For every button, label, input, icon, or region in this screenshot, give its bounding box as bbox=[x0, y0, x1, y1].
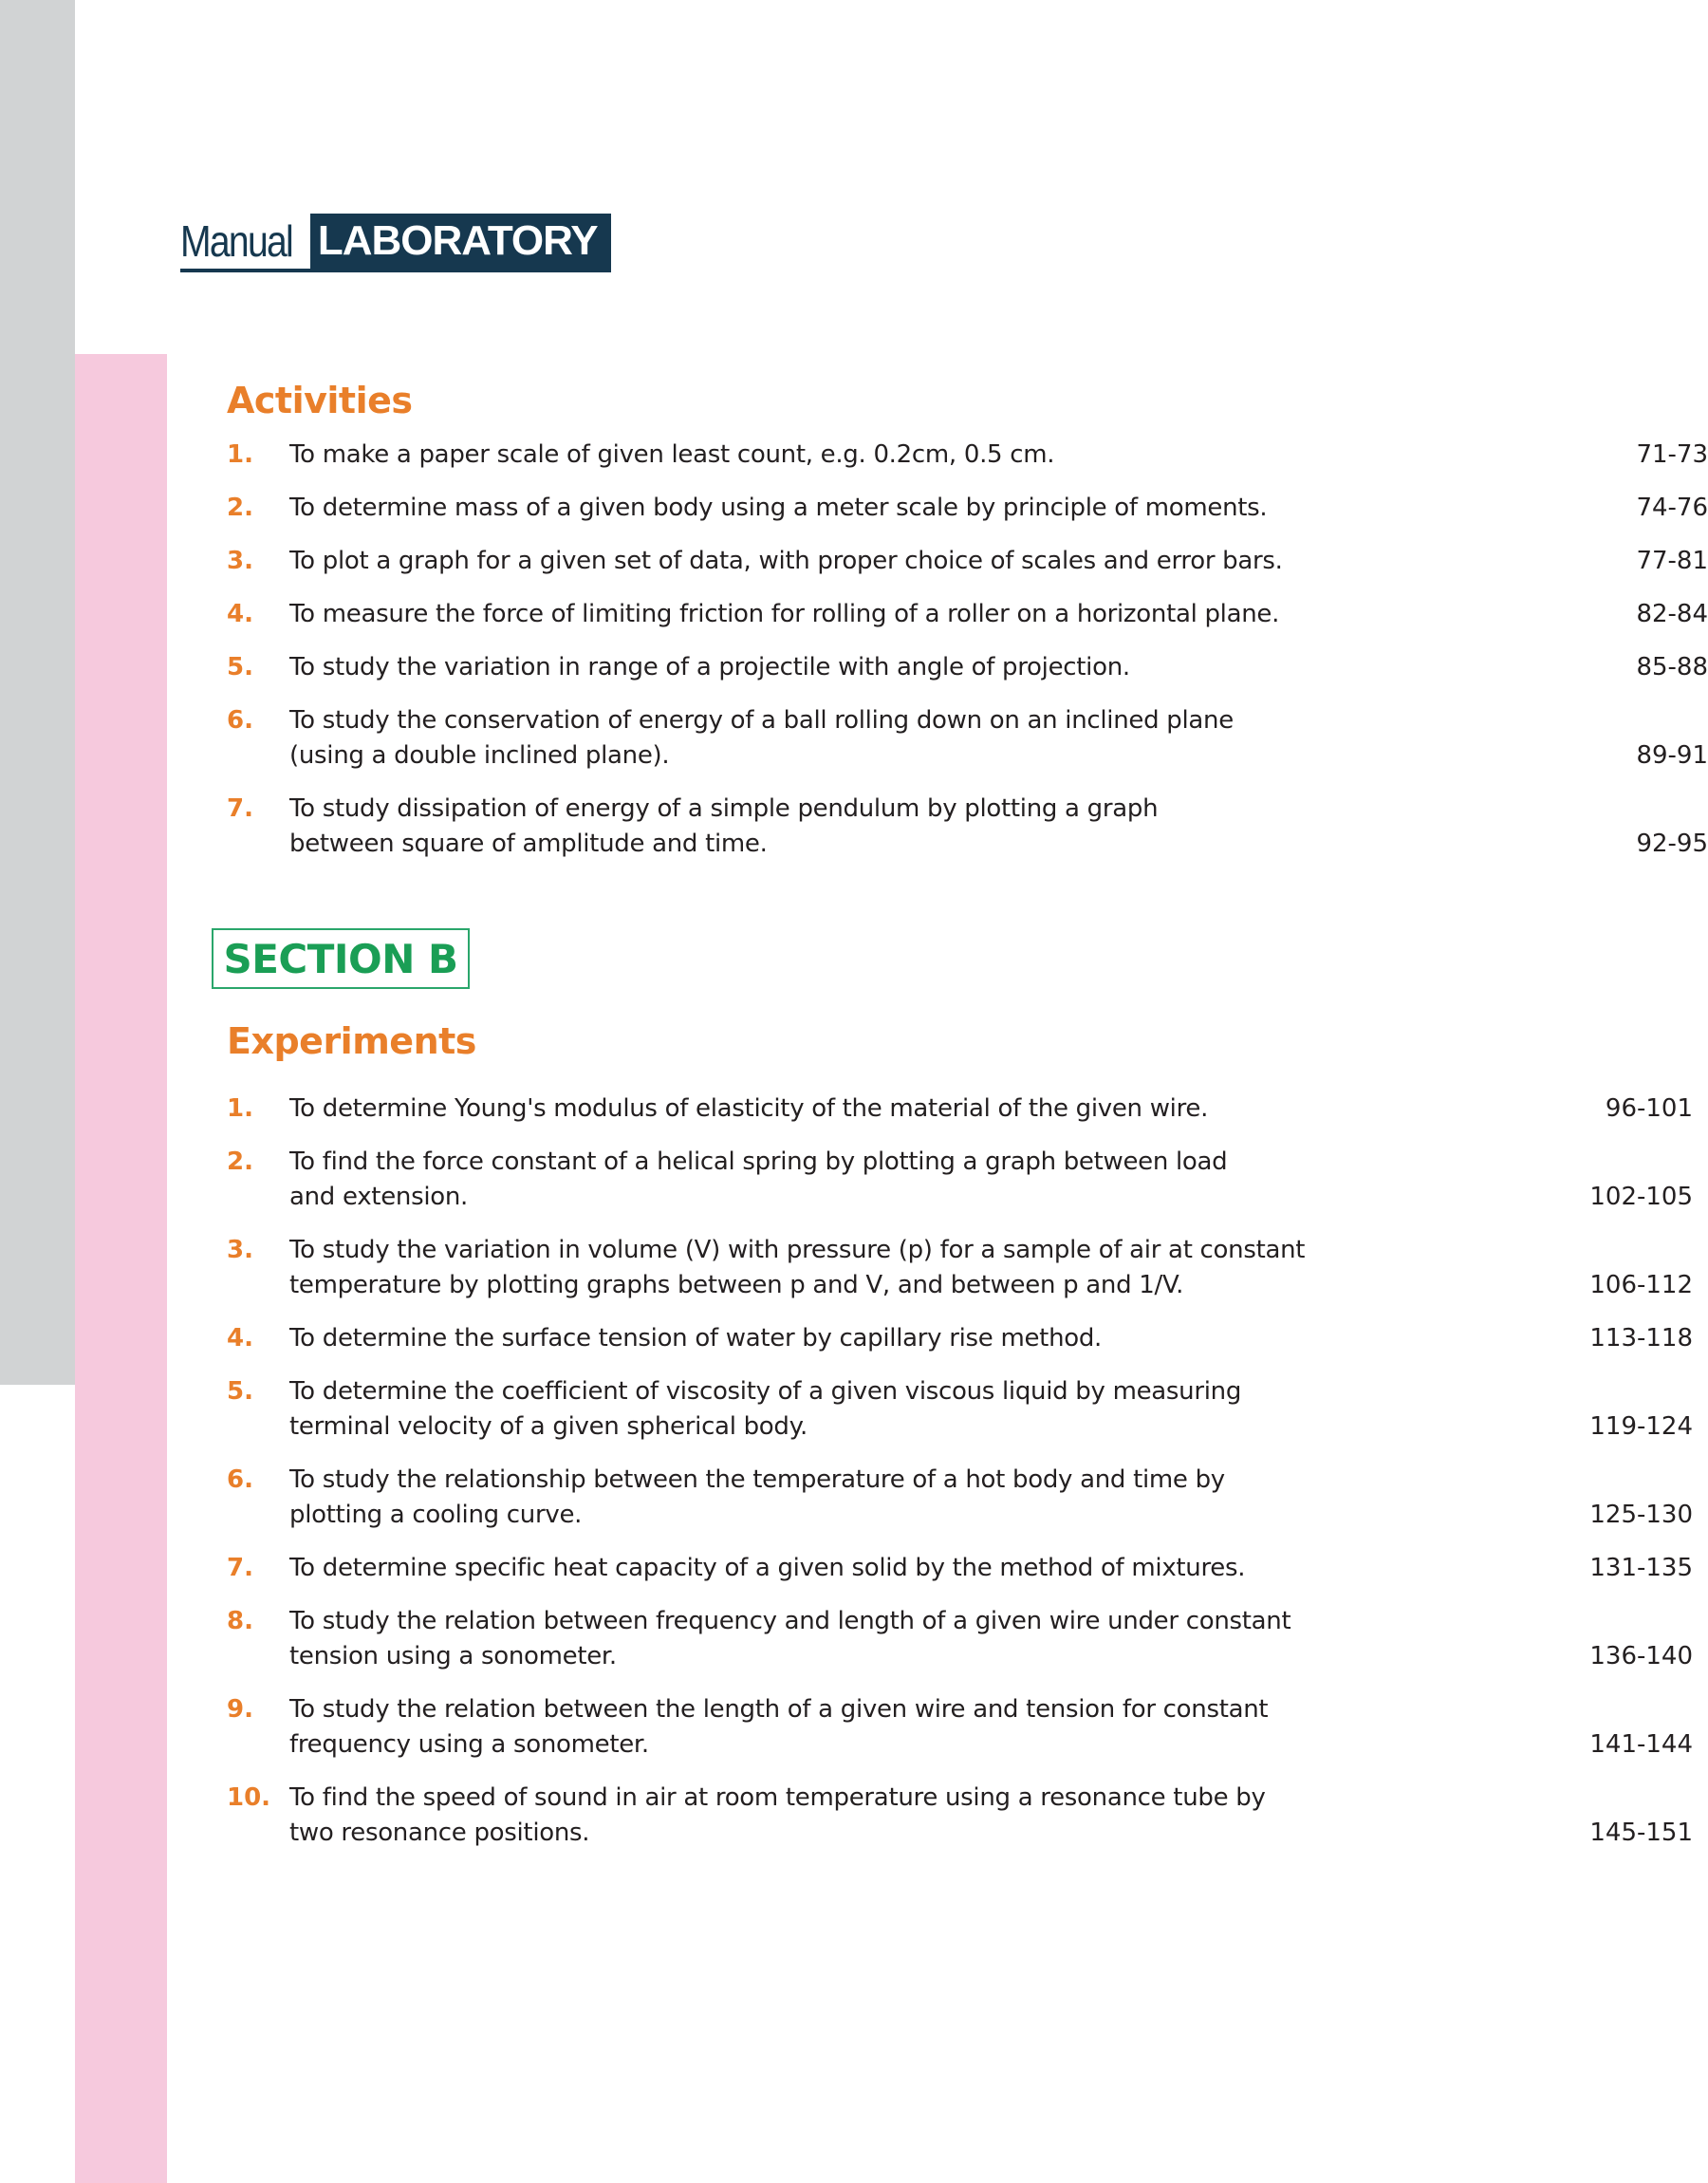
item-pages: 92-95 bbox=[1636, 830, 1708, 858]
item-number: 2. bbox=[227, 1147, 253, 1176]
item-pages: 136-140 bbox=[1589, 1642, 1693, 1670]
item-pages: 71-73 bbox=[1636, 440, 1708, 469]
logo-laboratory-text: LABORATORY bbox=[310, 214, 611, 269]
activities-heading: Activities bbox=[227, 380, 413, 421]
side-bar-pink bbox=[75, 354, 167, 2183]
item-text: To plot a graph for a given set of data, with proper choice of scales and error bars. bbox=[289, 547, 1283, 575]
item-number: 2. bbox=[227, 494, 253, 522]
item-number: 8. bbox=[227, 1607, 253, 1635]
manual-laboratory-logo bbox=[180, 214, 611, 272]
item-pages: 106-112 bbox=[1589, 1271, 1693, 1299]
experiments-heading: Experiments bbox=[227, 1020, 476, 1062]
item-text: To study dissipation of energy of a simple pendulum by plotting a graph between square of amplitude and time. bbox=[289, 794, 1159, 858]
item-text: To determine Young's modulus of elasticity of the material of the given wire. bbox=[289, 1094, 1209, 1123]
item-text: To study the relation between frequency and length of a given wire under constant tension using a sonometer. bbox=[289, 1607, 1291, 1670]
item-pages: 145-151 bbox=[1589, 1819, 1693, 1847]
item-text: To determine the coefficient of viscosity of a given viscous liquid by measuring terminal velocity of a given spherical body. bbox=[289, 1377, 1242, 1441]
section-b-box bbox=[212, 928, 470, 989]
item-pages: 102-105 bbox=[1589, 1183, 1693, 1211]
item-text: To study the relationship between the temperature of a hot body and time by plotting a cooling curve. bbox=[289, 1465, 1225, 1529]
side-bar-grey bbox=[0, 0, 75, 1385]
item-number: 6. bbox=[227, 706, 253, 735]
item-text: To find the speed of sound in air at room temperature using a resonance tube by two resonance positions. bbox=[289, 1783, 1266, 1847]
item-pages: 141-144 bbox=[1589, 1730, 1693, 1759]
item-pages: 113-118 bbox=[1589, 1324, 1693, 1353]
item-pages: 131-135 bbox=[1589, 1554, 1693, 1582]
item-number: 9. bbox=[227, 1695, 253, 1724]
item-number: 3. bbox=[227, 547, 253, 575]
item-number: 1. bbox=[227, 440, 253, 469]
item-text: To measure the force of limiting friction for rolling of a roller on a horizontal plane. bbox=[289, 600, 1280, 628]
item-text: To study the relation between the length of a given wire and tension for constant frequency using a sonometer. bbox=[289, 1695, 1269, 1759]
section-b-label: SECTION B bbox=[223, 935, 458, 982]
item-pages: 125-130 bbox=[1589, 1501, 1693, 1529]
item-text: To study the variation in volume (V) with pressure (p) for a sample of air at constant temperature by plotting graphs between p and V, and between p and 1/V. bbox=[289, 1236, 1306, 1299]
item-number: 1. bbox=[227, 1094, 253, 1123]
item-number: 4. bbox=[227, 1324, 253, 1353]
item-pages: 119-124 bbox=[1589, 1412, 1693, 1441]
item-text: To determine the surface tension of water by capillary rise method. bbox=[289, 1324, 1103, 1353]
item-number: 5. bbox=[227, 653, 253, 681]
item-number: 5. bbox=[227, 1377, 253, 1406]
item-pages: 89-91 bbox=[1636, 741, 1708, 770]
item-pages: 74-76 bbox=[1636, 494, 1708, 522]
item-text: To determine specific heat capacity of a given solid by the method of mixtures. bbox=[289, 1554, 1246, 1582]
logo-manual-text: Manual bbox=[180, 216, 293, 266]
item-number: 4. bbox=[227, 600, 253, 628]
item-number: 7. bbox=[227, 794, 253, 823]
item-number: 7. bbox=[227, 1554, 253, 1582]
item-number: 3. bbox=[227, 1236, 253, 1264]
item-number: 6. bbox=[227, 1465, 253, 1494]
item-text: To determine mass of a given body using a meter scale by principle of moments. bbox=[289, 494, 1268, 522]
item-pages: 77-81 bbox=[1636, 547, 1708, 575]
item-text: To study the variation in range of a projectile with angle of projection. bbox=[289, 653, 1130, 681]
item-pages: 82-84 bbox=[1636, 600, 1708, 628]
item-text: To make a paper scale of given least count, e.g. 0.2cm, 0.5 cm. bbox=[289, 440, 1055, 469]
item-text: To study the conservation of energy of a ball rolling down on an inclined plane (using a double inclined plane). bbox=[289, 706, 1234, 770]
item-number: 10. bbox=[227, 1783, 271, 1812]
item-pages: 96-101 bbox=[1605, 1094, 1693, 1123]
item-text: To find the force constant of a helical spring by plotting a graph between load and extension. bbox=[289, 1147, 1228, 1211]
item-pages: 85-88 bbox=[1636, 653, 1708, 681]
